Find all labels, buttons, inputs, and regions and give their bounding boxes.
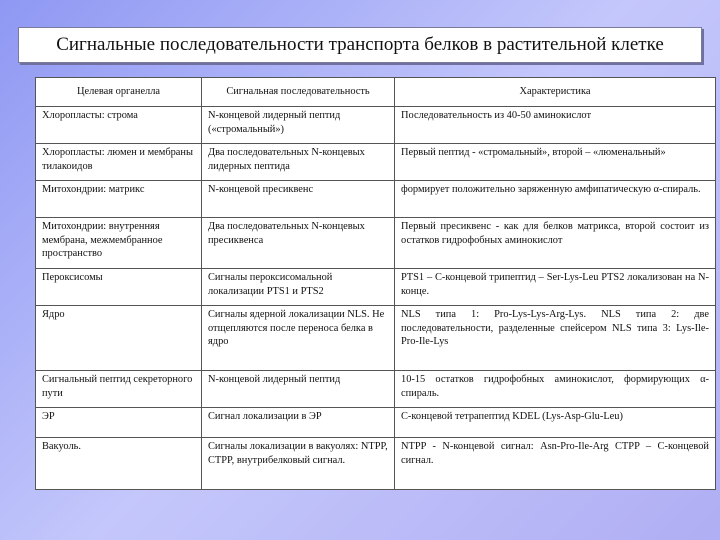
table-row bbox=[36, 269, 716, 306]
cell-signal: Сигналы пероксисомальной локализации PTS1 и PTS2 bbox=[202, 269, 395, 306]
cell-characteristic: формирует положительно заряженную амфипатическую α-спираль. bbox=[395, 181, 716, 218]
table-row bbox=[36, 218, 716, 269]
table-row bbox=[36, 181, 716, 218]
cell-signal: Два последовательных N-концевых лидерных пептида bbox=[202, 144, 395, 181]
header-characteristic: Характеристика bbox=[395, 78, 716, 107]
cell-characteristic: 10-15 остатков гидрофобных аминокислот, формирующих α-спираль. bbox=[395, 371, 716, 408]
cell-characteristic: С-концевой тетрапептид KDEL (Lys-Asp-Glu-Leu) bbox=[395, 408, 716, 438]
cell-characteristic: Первый пресиквенс - как для белков матрикса, второй состоит из остатков гидрофобных аминокислот bbox=[395, 218, 716, 269]
slide-title bbox=[18, 27, 702, 63]
cell-organelle: Митохондрии: внутренняя мембрана, межмембранное пространство bbox=[36, 218, 202, 269]
cell-organelle: Митохондрии: матрикс bbox=[36, 181, 202, 218]
cell-characteristic: NLS типа 1: Pro-Lys-Lys-Arg-Lys. NLS типа 2: две последовательности, разделенные спейсером NLS типа 3: Lys-Ile-Pro-Ile-Lys bbox=[395, 306, 716, 371]
header-signal: Сигнальная последовательность bbox=[202, 78, 395, 107]
cell-organelle: Хлоропласты: строма bbox=[36, 107, 202, 144]
signal-table bbox=[35, 77, 716, 490]
cell-signal: Сигналы локализации в вакуолях: NTPP, CTPP, внутрибелковый сигнал. bbox=[202, 438, 395, 490]
table-row bbox=[36, 306, 716, 371]
cell-organelle: Сигнальный пептид секреторного пути bbox=[36, 371, 202, 408]
cell-characteristic: Последовательность из 40-50 аминокислот bbox=[395, 107, 716, 144]
cell-signal: N-концевой лидерный пептид («стромальный») bbox=[202, 107, 395, 144]
cell-signal: Сигнал локализации в ЭР bbox=[202, 408, 395, 438]
cell-signal: Сигналы ядерной локализации NLS. Не отщепляются после переноса белка в ядро bbox=[202, 306, 395, 371]
table-header-row bbox=[36, 78, 716, 107]
cell-organelle: Пероксисомы bbox=[36, 269, 202, 306]
cell-organelle: ЭР bbox=[36, 408, 202, 438]
table-row bbox=[36, 144, 716, 181]
cell-organelle: Хлоропласты: люмен и мембраны тилакоидов bbox=[36, 144, 202, 181]
slide-title-text: Сигнальные последовательности транспорта белков в растительной клетке bbox=[56, 34, 664, 55]
cell-characteristic: Первый пептид - «стромальный», второй – «люменальный» bbox=[395, 144, 716, 181]
header-organelle: Целевая органелла bbox=[36, 78, 202, 107]
cell-signal: N-концевой пресиквенс bbox=[202, 181, 395, 218]
cell-organelle: Вакуоль. bbox=[36, 438, 202, 490]
cell-characteristic: NTPP - N-концевой сигнал: Asn-Pro-Ile-Arg CTPP – C-концевой сигнал. bbox=[395, 438, 716, 490]
cell-organelle: Ядро bbox=[36, 306, 202, 371]
table-row bbox=[36, 438, 716, 490]
cell-characteristic: PTS1 – C-концевой трипептид – Ser-Lys-Leu PTS2 локализован на N-конце. bbox=[395, 269, 716, 306]
table-row bbox=[36, 107, 716, 144]
table-row bbox=[36, 371, 716, 408]
cell-signal: Два последовательных N-концевых пресиквенса bbox=[202, 218, 395, 269]
cell-signal: N-концевой лидерный пептид bbox=[202, 371, 395, 408]
table-row bbox=[36, 408, 716, 438]
